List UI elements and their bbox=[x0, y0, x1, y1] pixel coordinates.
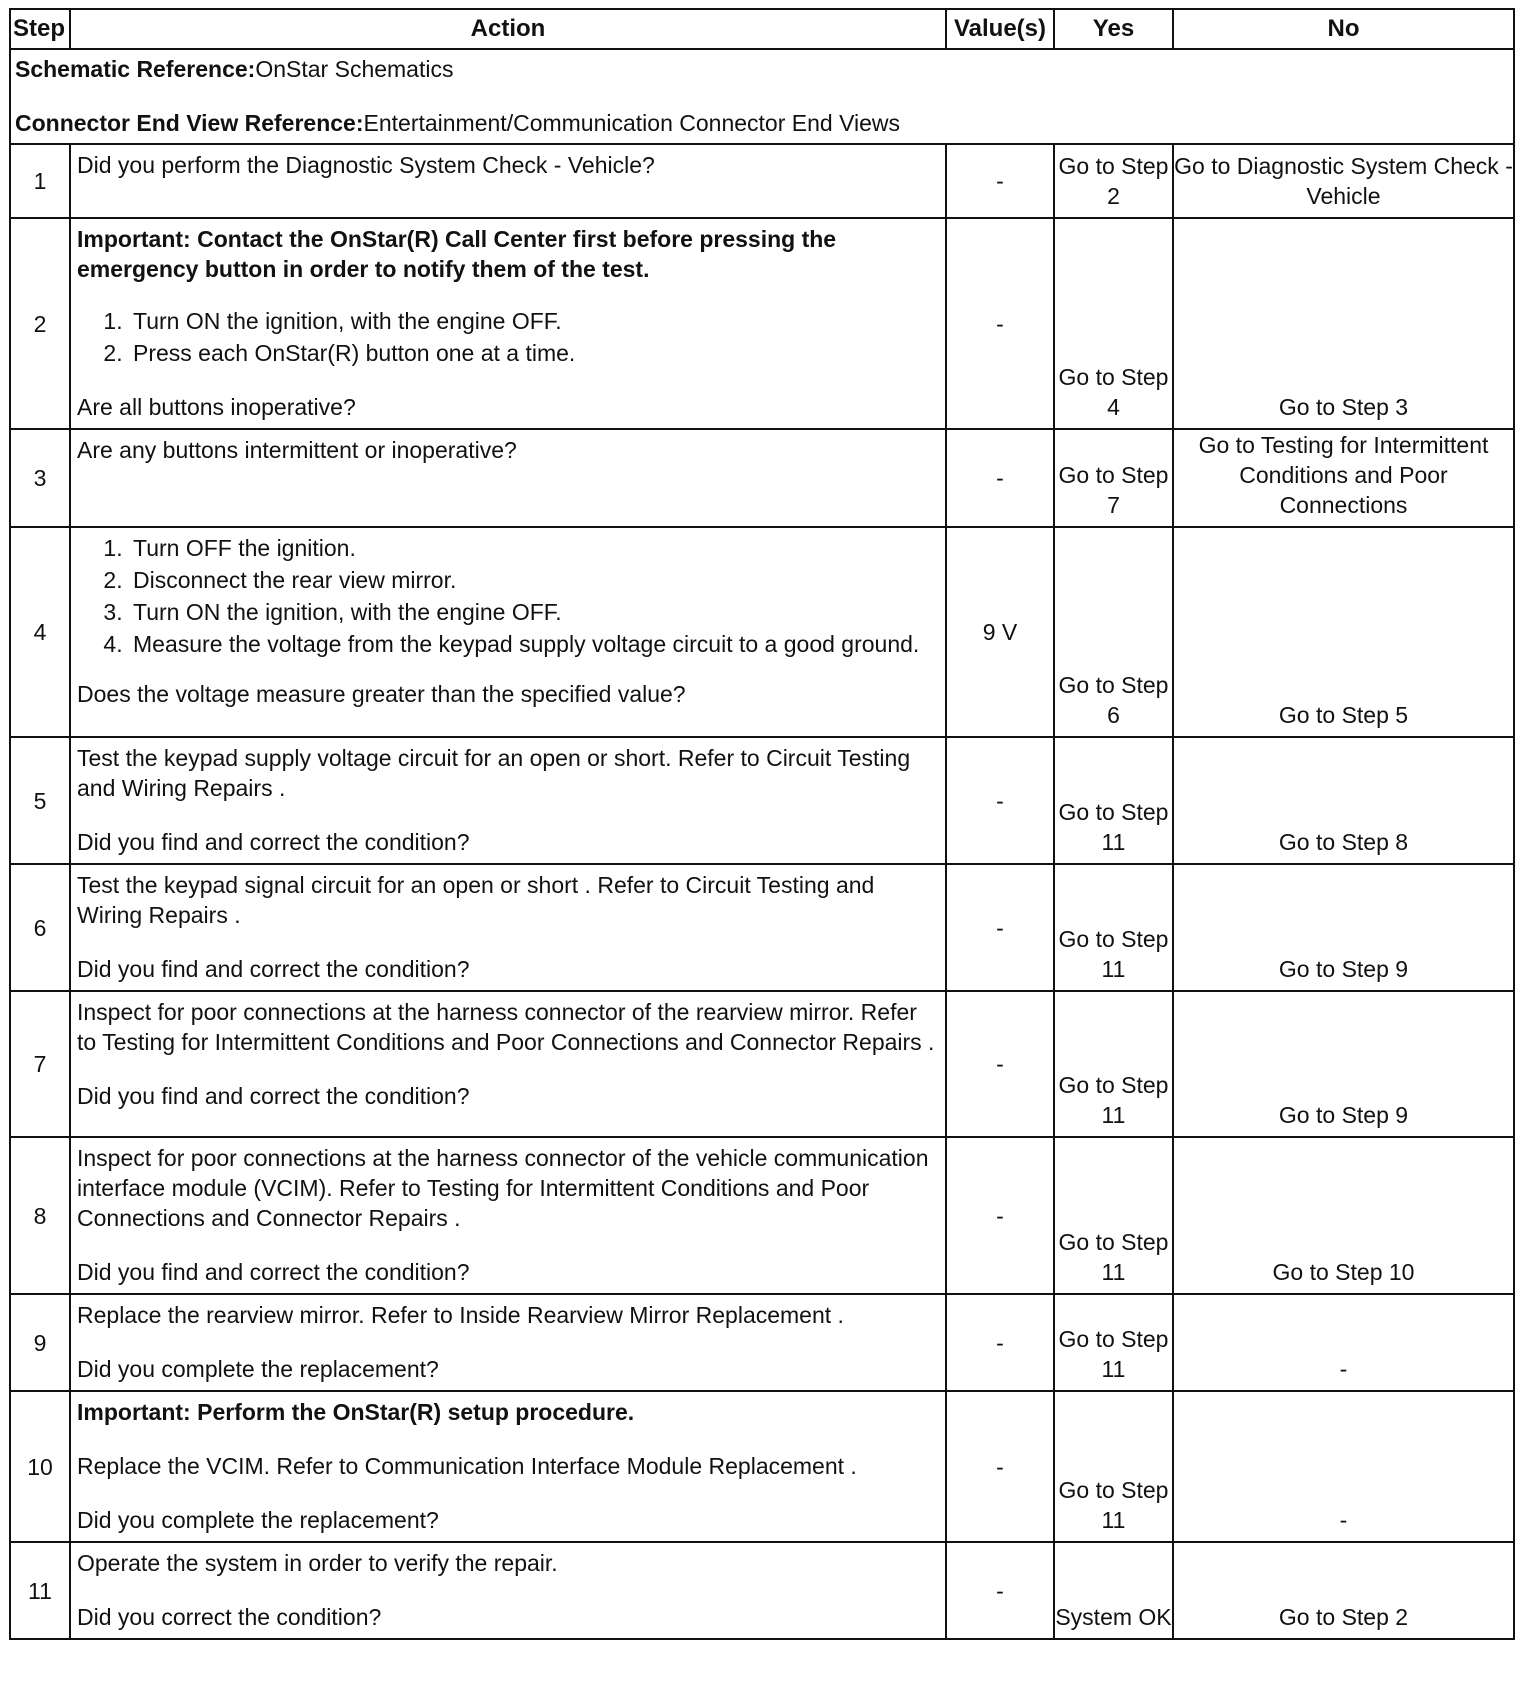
table-row bbox=[10, 218, 1514, 429]
no-cell[interactable]: - bbox=[1173, 1391, 1514, 1542]
action-question: Did you find and correct the condition? bbox=[77, 829, 470, 855]
action-question: Did you complete the replacement? bbox=[77, 1356, 439, 1382]
yes-cell[interactable]: Go to Step 11 bbox=[1054, 991, 1173, 1137]
action-question: Does the voltage measure greater than the specified value? bbox=[77, 681, 686, 707]
table-row bbox=[10, 1137, 1514, 1294]
no-cell[interactable]: Go to Step 2 bbox=[1173, 1542, 1514, 1639]
important-note: Important: Contact the OnStar(R) Call Center first before pressing the emergency button in order to notify them of the test. bbox=[77, 226, 837, 282]
list-item: 2. Press each OnStar(R) button one at a time. bbox=[129, 338, 939, 368]
action-cell bbox=[70, 737, 946, 864]
value-cell: - bbox=[946, 737, 1054, 864]
action-steps bbox=[77, 533, 939, 659]
step-number: 2 bbox=[10, 218, 70, 429]
no-cell[interactable]: Go to Step 5 bbox=[1173, 527, 1514, 737]
yes-cell[interactable]: Go to Step 11 bbox=[1054, 864, 1173, 991]
action-cell bbox=[70, 144, 946, 218]
action-question: Did you find and correct the condition? bbox=[77, 1083, 470, 1109]
connector-reference-label: Connector End View Reference: bbox=[15, 110, 364, 136]
no-cell[interactable]: - bbox=[1173, 1294, 1514, 1391]
header-no: No bbox=[1173, 9, 1514, 49]
action-question: Did you correct the condition? bbox=[77, 1604, 382, 1630]
value-cell: - bbox=[946, 144, 1054, 218]
important-note: Important: Perform the OnStar(R) setup procedure. bbox=[77, 1399, 635, 1425]
list-item: 1. Turn ON the ignition, with the engine OFF. bbox=[129, 306, 939, 336]
diagnostic-table bbox=[9, 8, 1515, 1640]
action-cell bbox=[70, 864, 946, 991]
list-item: 4. Measure the voltage from the keypad supply voltage circuit to a good ground. bbox=[129, 629, 939, 659]
step-number: 4 bbox=[10, 527, 70, 737]
step-number: 10 bbox=[10, 1391, 70, 1542]
list-item: 1. Turn OFF the ignition. bbox=[129, 533, 939, 563]
header-row bbox=[10, 9, 1514, 49]
action-text: Replace the rearview mirror. Refer to Inside Rearview Mirror Replacement . bbox=[77, 1302, 844, 1328]
table-row bbox=[10, 429, 1514, 527]
no-cell[interactable]: Go to Step 10 bbox=[1173, 1137, 1514, 1294]
yes-cell[interactable]: System OK bbox=[1054, 1542, 1173, 1639]
table-row bbox=[10, 1294, 1514, 1391]
value-cell: 9 V bbox=[946, 527, 1054, 737]
step-number: 5 bbox=[10, 737, 70, 864]
header-step: Step bbox=[10, 9, 70, 49]
action-question: Did you find and correct the condition? bbox=[77, 956, 470, 982]
action-text: Replace the VCIM. Refer to Communication Interface Module Replacement . bbox=[77, 1453, 857, 1479]
table-row bbox=[10, 1542, 1514, 1639]
action-cell bbox=[70, 527, 946, 737]
action-text: Inspect for poor connections at the harness connector of the rearview mirror. Refer to Testing for Intermittent Conditions and Poor Connections and Connector Repairs . bbox=[77, 999, 935, 1055]
schematic-reference bbox=[15, 56, 1509, 83]
action-cell bbox=[70, 1137, 946, 1294]
connector-reference bbox=[15, 110, 1509, 137]
yes-cell[interactable]: Go to Step 7 bbox=[1054, 429, 1173, 527]
action-text: Are any buttons intermittent or inoperative? bbox=[77, 437, 517, 463]
no-cell[interactable]: Go to Testing for Intermittent Conditions and Poor Connections bbox=[1173, 429, 1514, 527]
yes-cell[interactable]: Go to Step 2 bbox=[1054, 144, 1173, 218]
no-cell[interactable]: Go to Step 9 bbox=[1173, 864, 1514, 991]
value-cell: - bbox=[946, 218, 1054, 429]
step-number: 7 bbox=[10, 991, 70, 1137]
action-text: Operate the system in order to verify the repair. bbox=[77, 1550, 558, 1576]
diagnostic-table-container bbox=[9, 8, 1513, 1640]
schematic-reference-link[interactable]: OnStar Schematics bbox=[255, 56, 454, 82]
action-cell bbox=[70, 1391, 946, 1542]
value-cell: - bbox=[946, 1391, 1054, 1542]
action-cell bbox=[70, 429, 946, 527]
value-cell: - bbox=[946, 991, 1054, 1137]
action-text: Test the keypad signal circuit for an open or short . Refer to Circuit Testing and Wiring Repairs . bbox=[77, 872, 875, 928]
reference-row bbox=[10, 49, 1514, 144]
no-cell[interactable]: Go to Step 9 bbox=[1173, 991, 1514, 1137]
table-row bbox=[10, 144, 1514, 218]
action-cell bbox=[70, 1294, 946, 1391]
yes-cell[interactable]: Go to Step 11 bbox=[1054, 1294, 1173, 1391]
schematic-reference-label: Schematic Reference: bbox=[15, 56, 256, 82]
yes-cell[interactable]: Go to Step 6 bbox=[1054, 527, 1173, 737]
table-row bbox=[10, 864, 1514, 991]
value-cell: - bbox=[946, 429, 1054, 527]
table-row bbox=[10, 1391, 1514, 1542]
no-cell[interactable]: Go to Diagnostic System Check - Vehicle bbox=[1173, 144, 1514, 218]
reference-cell bbox=[10, 49, 1514, 144]
header-action: Action bbox=[70, 9, 946, 49]
yes-cell[interactable]: Go to Step 11 bbox=[1054, 1137, 1173, 1294]
value-cell: - bbox=[946, 1137, 1054, 1294]
step-number: 6 bbox=[10, 864, 70, 991]
connector-reference-link[interactable]: Entertainment/Communication Connector End Views bbox=[363, 110, 901, 136]
header-values: Value(s) bbox=[946, 9, 1054, 49]
action-cell bbox=[70, 1542, 946, 1639]
list-item: 2. Disconnect the rear view mirror. bbox=[129, 565, 939, 595]
step-number: 3 bbox=[10, 429, 70, 527]
yes-cell[interactable]: Go to Step 11 bbox=[1054, 1391, 1173, 1542]
table-row bbox=[10, 991, 1514, 1137]
table-row bbox=[10, 737, 1514, 864]
list-item: 3. Turn ON the ignition, with the engine OFF. bbox=[129, 597, 939, 627]
action-steps bbox=[77, 306, 939, 368]
step-number: 9 bbox=[10, 1294, 70, 1391]
action-text: Inspect for poor connections at the harness connector of the vehicle communication interface module (VCIM). Refer to Testing for Intermittent Conditions and Poor Connections and Connector Repairs . bbox=[77, 1145, 929, 1231]
action-question: Did you find and correct the condition? bbox=[77, 1259, 470, 1285]
step-number: 11 bbox=[10, 1542, 70, 1639]
action-question: Did you complete the replacement? bbox=[77, 1507, 439, 1533]
no-cell[interactable]: Go to Step 3 bbox=[1173, 218, 1514, 429]
action-cell bbox=[70, 991, 946, 1137]
action-question: Are all buttons inoperative? bbox=[77, 394, 356, 420]
step-number: 1 bbox=[10, 144, 70, 218]
step-number: 8 bbox=[10, 1137, 70, 1294]
header-yes: Yes bbox=[1054, 9, 1173, 49]
yes-cell[interactable]: Go to Step 4 bbox=[1054, 218, 1173, 429]
value-cell: - bbox=[946, 1542, 1054, 1639]
action-text: Test the keypad supply voltage circuit for an open or short. Refer to Circuit Testing and Wiring Repairs . bbox=[77, 745, 911, 801]
action-text: Did you perform the Diagnostic System Check - Vehicle? bbox=[77, 152, 655, 178]
table-row bbox=[10, 527, 1514, 737]
value-cell: - bbox=[946, 1294, 1054, 1391]
yes-cell[interactable]: Go to Step 11 bbox=[1054, 737, 1173, 864]
no-cell[interactable]: Go to Step 8 bbox=[1173, 737, 1514, 864]
value-cell: - bbox=[946, 864, 1054, 991]
action-cell bbox=[70, 218, 946, 429]
